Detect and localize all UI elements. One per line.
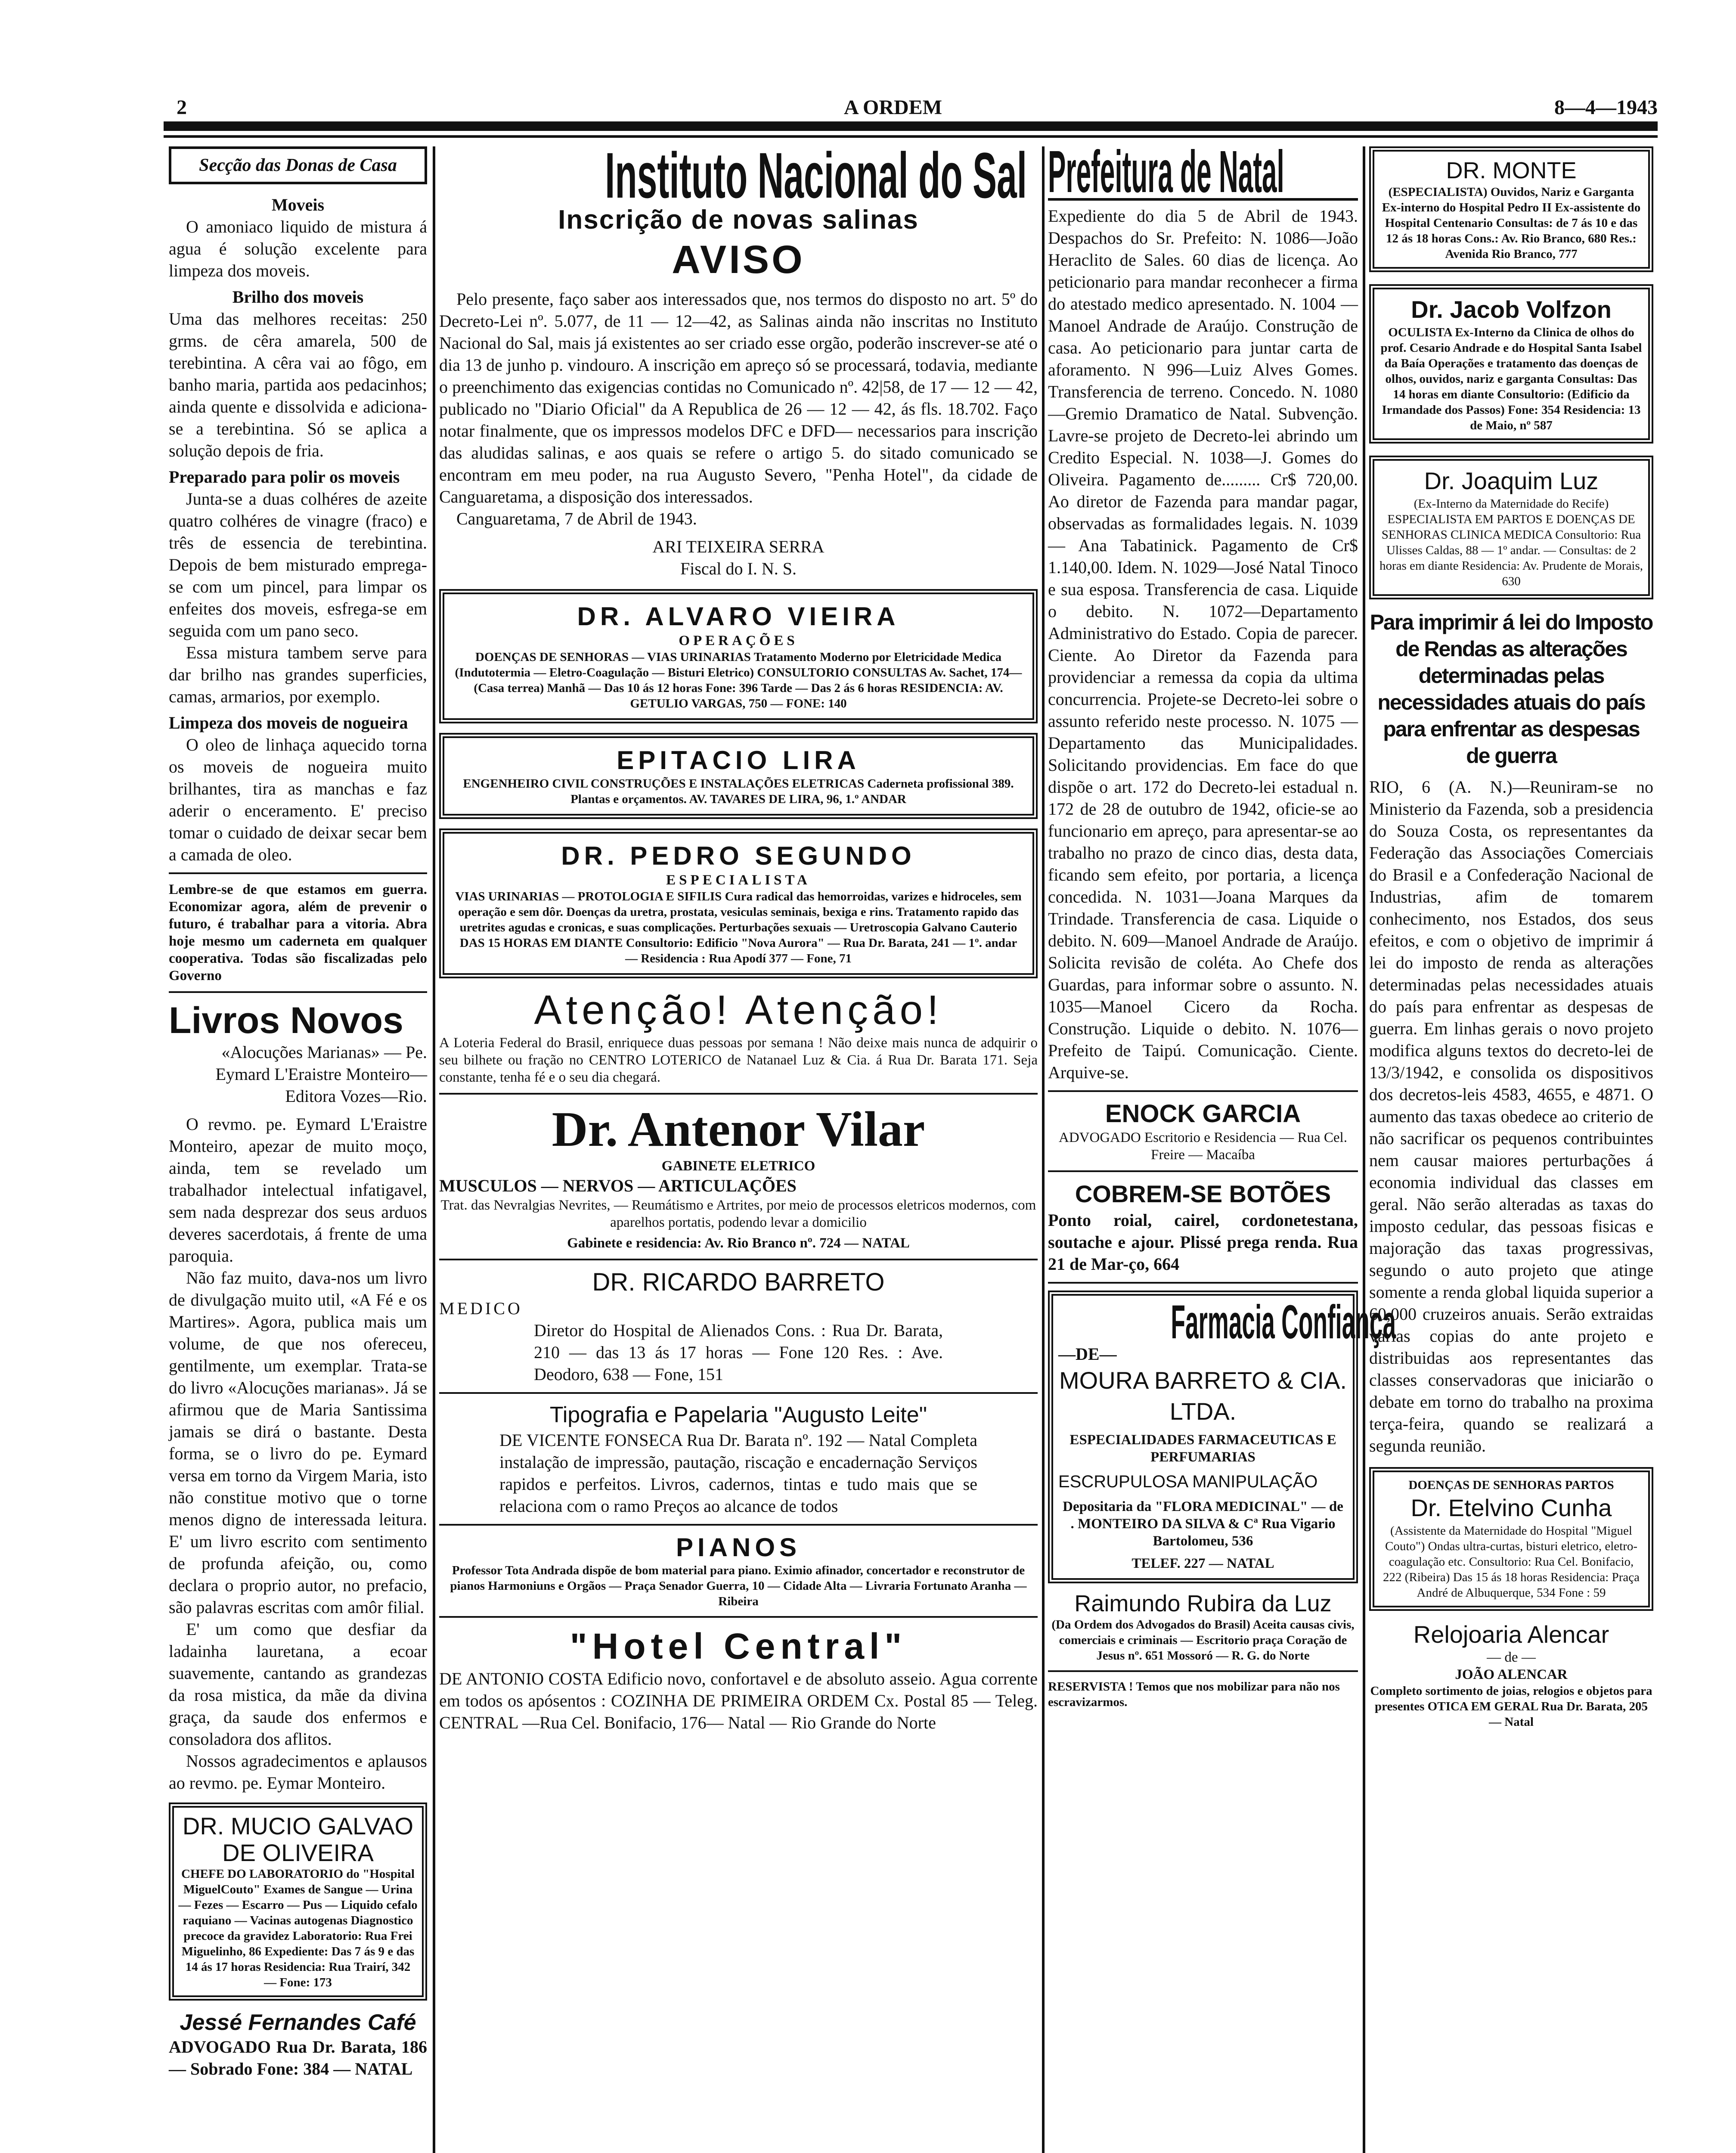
hotel-title: "Hotel Central" [570, 1626, 907, 1666]
cobrem-ad [1048, 1179, 1358, 1275]
relojoaria-body: Completo sortimento de joias, relogios e objetos para presentes OTICA EM GERAL Rua Dr. Barata, 205 — Natal [1370, 1684, 1652, 1729]
column-divider-1 [433, 146, 435, 2153]
farmacia-name: MOURA BARRETO & CIA. LTDA. [1059, 1367, 1347, 1425]
column-divider-2 [1042, 146, 1045, 2153]
etelvino-top: DOENÇAS DE SENHORAS PARTOS [1408, 1478, 1614, 1492]
alvaro-name: DR. ALVARO VIEIRA [577, 602, 900, 631]
etelvino-body: (Assistente da Maternidade do Hospital "Miguel Couto") Ondas ultra-curtas, bisturi eletrico, eletro-coagulação etc. Consultorio: Rua Cel. Bonifacio, 222 (Ribeira) Das 15 ás 18 horas Residencia: Praça André de Albuquerque, 534 Fone : 59 [1383, 1524, 1640, 1600]
column-4 [1369, 146, 1653, 1730]
livros-paragraph-4: Nossos agradecimentos e aplausos ao revmo. pe. Eymar Monteiro. [169, 1751, 427, 1793]
pianos-ad [439, 1533, 1038, 1609]
relojoaria-name: Relojoaria Alencar [1413, 1621, 1609, 1648]
joaquim-name: Dr. Joaquim Luz [1424, 467, 1599, 494]
atencao-text: A Loteria Federal do Brasil, enriquece duas pessoas por semana ! Não deixe mais nunca de adquirir o seu bilhete ou fração no CENTRO LOTERICO de Natanael Luz & Cia. á Rua Dr. Barata 171. Seja constante, tenha fé e o seu dia chegará. [439, 1035, 1038, 1085]
jacob-name: Dr. Jacob Volfzon [1411, 296, 1612, 323]
alvaro-subtitle: OPERAÇÕES [679, 633, 798, 648]
ricardo-subtitle: MEDICO [439, 1299, 523, 1318]
nogueira-text: O oleo de linhaça aquecido torna os moveis de nogueira muito brilhantes, tira as manchas e faz aderir o enceramento. E' preciso tomar o cuidado de deixar secar bem a camada de oleo. [169, 735, 427, 864]
section-title-box [169, 146, 427, 184]
antenor-address: Gabinete e residencia: Av. Rio Branco nº. 724 — NATAL [567, 1235, 910, 1251]
aviso-signature-title: Fiscal do I. N. S. [680, 559, 797, 578]
ricardo-body: Diretor do Hospital de Alienados Cons. : Rua Dr. Barata, 210 — das 13 ás 17 horas — Fone 120 Res. : Ave. Deodoro, 638 — Fone, 151 [534, 1321, 943, 1384]
column-3 [1048, 139, 1396, 1710]
enock-ad [1048, 1099, 1358, 1163]
page-header [164, 96, 1658, 117]
mucio-body: CHEFE DO LABORATORIO do "Hospital MiguelCouto" Exames de Sangue — Urina — Fezes — Escarro — Pus — Liquido cefalo raquiano — Vacinas autogenas Diagnostico precoce da gravidez Laboratorio: Rua Frei Miguelinho, 86 Expediente: Das 7 ás 9 e das 14 ás 17 horas Residencia: Rua Trairí, 342 — Fone: 173 [178, 1867, 418, 1989]
jesse-body: ADVOGADO Rua Dr. Barata, 186 — Sobrado Fone: 384 — NATAL [169, 2037, 427, 2079]
farmacia-specialties: ESPECIALIDADES FARMACEUTICAS E PERFUMARIAS [1070, 1432, 1336, 1465]
joaquim-body: (Ex-Interno da Maternidade do Recife) ESPECIALISTA EM PARTOS E DOENÇAS DE SENHORAS CLINICA MEDICA Consultorio: Rua Ulisses Caldas, 88 — 1º andar. — Consultas: de 2 horas em diante Residencia: Av. Prudente de Morais, 630 [1379, 497, 1643, 588]
enock-name: ENOCK GARCIA [1105, 1100, 1301, 1128]
column-1 [169, 146, 427, 2080]
relojoaria-ad [1369, 1620, 1653, 1730]
tipografia-body: DE VICENTE FONSECA Rua Dr. Barata nº. 192 — Natal Completa instalação de impressão, pautação, riscação e encadernação Serviços rapidos e perfeitos. Livros, cadernos, tintas e tudo mais que se relaciona com o ramo Preços ao alcance de todos [499, 1430, 977, 1516]
relojoaria-owner: JOÃO ALENCAR [1455, 1667, 1568, 1682]
antenor-name: Dr. Antenor Vilar [552, 1102, 925, 1157]
imposto-text: RIO, 6 (A. N.)—Reuniram-se no Ministerio da Fazenda, sob a presidencia do Souza Costa, os representantes da Federação das Associações Comerciais do Brasil e a Confederação Nacional de Industrias, afim de tomarem conhecimento, nos Estados, dos seus efeitos, e com o objetivo de imprimir á lei do imposto de renda as alterações determinadas pelas necessidades atuais do país para enfrentar as despesas de guerra. Em linhas gerais o novo projeto modifica alguns textos do decreto-lei de 13/3/1942, e consolida os dispositivos dos decretos-leis 4583, 4655, e 4871. O aumento das taxas obedece ao criterio de não sacrificar os pequenos contribuintes nem causar maiores perturbações á economia individual das classes em geral. Não serão alteradas as taxas do imposto cedular, das pessoas fisicas e majoração das taxas progressivas, segundo o auto projeto que atinge somente a renda global liquida superior a 60,000 cruzeiros anuais. Serão extraidas varias copias do ante projeto e distribuidas aos representantes das classes conservadoras que iniciarão o debate em torno do trabalho na proxima terça-feira, quando se realizará a segunda reunião. [1369, 777, 1653, 1455]
header-rule [164, 121, 1658, 131]
jacob-body: OCULISTA Ex-Interno da Clinica de olhos do prof. Cesario Andrade e do Hospital Santa Isabel da Baía Operações e tratamento das doenças de olhos, ouvidos, nariz e garganta Consultas: Das 14 horas em diante Consultorio: (Edificio da Irmandade dos Passos) Fone: 354 Residencia: 13 de Maio, nº 587 [1380, 326, 1642, 432]
aviso-date: Canguaretama, 7 de Abril de 1943. [456, 509, 697, 528]
prefeitura-text: Expediente do dia 5 de Abril de 1943. Despachos do Sr. Prefeito: N. 1086—João Heraclito de Sales. 60 dias de licença. Ao peticionario para mandar reconhecer a firma do atestado medico apresentado. N. 1004 — Manoel Andrade de Araújo. Construção de casa. Ao peticionario para juntar carta de aforamento. N 996—Luiz Alves Gomes. Transferencia de terreno. Concedo. N. 1080—Gremio Dramatico de Natal. Subvenção. Lavre-se projeto de Decreto-lei abrindo um Credito Especial. N. 1038—J. Gomes do Oliveira. Pagamento de......... Cr$ 720,00. Ao diretor de Fazenda para mandar pagar, observadas as formalidades legais. N. 1039 — Ana Tabatinick. Pagamento de Cr$ 1.140,00. Idem. N. 1029—José Natal Tinoco e sua esposa. Transferencia de casa. Liquide o debito. N. 1072—Departamento Administrativo do Estado. Copia de parecer. Ciente. Ao Diretor da Fazenda para providenciar a remessa da copia da ultima concurrencia. Projete-se Decreto-lei sobre o assunto referido neste processo. N. 1075 — Departamento das Municipalidades. Solicitando providencias. Em face do que dispõe o art. 172 do Decreto-lei estadual n. 172 de 28 de outubro de 1942, oficie-se ao funcionario em apreço, para apresentar-se ao trabalho no prazo de cinco dias, desta data, ficando sem efeito, por portaria, a licença concedida. N. 1031—Joana Marques da Trindade. Transferencia de casa. Liquide o debito. N. 609—Manoel Andrade de Araújo. Solicita revisão de coléta. Ao Chefe dos Guardas, para informar sobre o assunto. N. 1035—Manoel Cicero da Rocha. Construção. Liquide o debito. N. 1076—Prefeito de Taipú. Comunicação. Ciente. Arquive-se. [1048, 206, 1358, 1082]
prefeitura-title-wrap [1048, 139, 1358, 205]
livros-paragraph-1: O revmo. pe. Eymard L'Eraistre Monteiro, apezar de muito moço, ainda, tem se revelado um trabalhador intelectual infatigavel, sem nada desprezar dos seus arduos deveres sacerdotais, á frente de uma paroquia. [169, 1114, 427, 1266]
livros-subtitle: «Alocuções Marianas» — Pe. Eymard L'Eraistre Monteiro—Editora Vozes—Rio. [215, 1042, 427, 1106]
farmacia-depositaria: Depositaria da "FLORA MEDICINAL" — de [1063, 1499, 1343, 1514]
livros-paragraph-3: E' um como que desfiar da ladainha lauretana, a ecoar suavemente, cantando as grandezas da rosa mistica, da mãe da divina graça, da saude dos enfermos e consoladora dos aflitos. [169, 1619, 427, 1749]
pedro-body: VIAS URINARIAS — PROTOLOGIA E SIFILIS Cura radical das hemorroidas, varizes e hidroceles, sem operação e sem dôr. Doenças da uretra, prostata, vesiculas seminais, bexiga e rins. Tratamento rapido das uretrites agudas e cronicas, e suas complicações. Perturbações sexuais — Uretroscopia Galvano Cauterio DAS 15 HORAS EM DIANTE Consultorio: Edificio "Nova Aurora" — Rua Dr. Barata, 241 — 1º. andar — Residencia : Rua Apodí 377 — Fone, 71 [455, 890, 1022, 965]
pedro-subtitle: ESPECIALISTA [666, 872, 811, 888]
epitacio-name: EPITACIO LIRA [617, 746, 860, 775]
pedro-name: DR. PEDRO SEGUNDO [561, 841, 916, 870]
cobrem-title: COBREM-SE BOTÕES [1075, 1180, 1331, 1207]
etelvino-ad [1369, 1467, 1653, 1611]
hotel-ad [439, 1625, 1038, 1734]
war-note: Lembre-se de que estamos em guerra. Economizar agora, além de prevenir o futuro, é trabalhar para a vitoria. Abra hoje mesmo um caderneta em qualquer cooperativa. Todas são fiscalizadas pelo Governo [169, 882, 427, 983]
imposto-title: Para imprimir á lei do Imposto de Rendas as alterações determinadas pelas necessidades atuais do país para enfrentar as despesas de guerra [1370, 610, 1653, 768]
column-divider-3 [1363, 146, 1365, 2153]
epitacio-body: ENGENHEIRO CIVIL CONSTRUÇÕES E INSTALAÇÕES ELETRICAS Caderneta profissional 389. Plantas e orçamentos. AV. TAVARES DE LIRA, 96, 1.º ANDAR [463, 777, 1014, 806]
alvaro-body: DOENÇAS DE SENHORAS — VIAS URINARIAS Tratamento Moderno por Eletricidade Medica (Indutotermia — Eletro-Coagulação — Bisturi Eletrico) CONSULTORIO CONSULTAS Av. Sachet, 174—(Casa terrea) Manhã — Das 10 ás 12 horas Fone: 396 Tarde — Das 2 ás 6 horas RESIDENCIA: AV. GETULIO VARGAS, 750 — FONE: 140 [455, 650, 1022, 710]
mucio-ad [169, 1802, 427, 2001]
sal-subtitle: Inscrição de novas salinas [558, 205, 919, 235]
pianos-body: Professor Tota Andrada dispõe de bom material para piano. Eximio afinador, concertador e reconstrutor de pianos Harmoniuns e Orgãos — Praça Senador Guerra, 10 — Cidade Alta — Livraria Fortunato Aranha — Ribeira [450, 1564, 1027, 1608]
page-number: 2 [177, 96, 187, 119]
sal-title-wrap [439, 139, 1038, 211]
brilho-text: Uma das melhores receitas: 250 grms. de cêra amarela, 500 de terebintina. A cêra vai ao fôgo, em banho maria, partida aos pedacinhos; ainda quente e dissolvida e adiciona-se a terebintina. Só se aplica a solução depois de fria. [169, 309, 427, 460]
jesse-ad [169, 2009, 427, 2080]
alvaro-ad [439, 589, 1038, 723]
preparado-heading: Preparado para polir os moveis [169, 467, 400, 487]
prefeitura-title: Prefeitura de Natal [1048, 139, 1284, 205]
raimundo-ad [1048, 1590, 1358, 1663]
antenor-line: MUSCULOS — NERVOS — ARTICULAÇÕES [439, 1176, 797, 1195]
farmacia-title-wrap [1058, 1296, 1396, 1349]
farmacia-manipulation: ESCRUPULOSA MANIPULAÇÃO [1058, 1472, 1318, 1491]
enock-body: ADVOGADO Escritorio e Residencia — Rua Cel. Freire — Macaíba [1059, 1130, 1347, 1163]
column-2 [439, 139, 1038, 1734]
ricardo-ad [439, 1267, 1038, 1385]
raimundo-body: (Da Ordem dos Advogados do Brasil) Aceita causas civis, comerciais e criminais — Escritorio praça Coração de Jesus nº. 651 Mossoró — R. G. do Norte [1051, 1618, 1355, 1663]
livros-title: Livros Novos [169, 1000, 403, 1041]
aviso-signature-name: ARI TEIXEIRA SERRA [652, 537, 825, 556]
antenor-subtitle: GABINETE ELETRICO [661, 1158, 815, 1174]
relojoaria-de: — de — [1487, 1650, 1536, 1665]
monte-body: (ESPECIALISTA) Ouvidos, Nariz e Garganta Ex-interno do Hospital Pedro II Ex-assistente do Hospital Centenario Consultas: de 7 ás 10 e das 12 ás 18 horas Cons.: Av. Rio Branco, 680 Res.: Avenida Rio Branco, 777 [1382, 185, 1641, 261]
moveis-heading: Moveis [271, 195, 325, 214]
tipografia-ad [439, 1401, 1038, 1517]
preparado-text-1: Junta-se a duas colhéres de azeite quatro colhéres de vinagre (fraco) e três de essencia de terebintina. Depois de bem misturado emprega-se com um pincel, para limpar os enfeites dos moveis, esfrega-se em seguida com um pano seco. [169, 489, 427, 640]
monte-ad [1369, 146, 1653, 272]
aviso-text: Pelo presente, faço saber aos interessados que, nos termos do disposto no art. 5º do Decreto-Lei nº. 5.077, de 11 — 12—42, as Salinas ainda não inscritas no Instituto Nacional do Sal, mais já existentes ao ser criado esse orgão, poderão inscrever-se até o dia 13 de junho p. vindouro. A inscrição em apreço só se processará, todavia, mediante o preenchimento das exigencias contidas no Comunicado nº. 42|58, de 17 — 12 — 42, publicado no "Diario Oficial" da A Republica de 26 — 12 — 42, ás fls. 18.702. Faço notar finalmente, que os impressos modelos DFC e DFD— necessarios para inscrição das aludidas salinas, e aos quais se refere o artigo 5. do sitado comunicado se encontram em meu poder, na rua Augusto Severo, "Penha Hotel", da cidade de Canguaretama, a disposição dos interessados. [439, 289, 1038, 506]
brilho-heading: Brilho dos moveis [232, 287, 364, 307]
antenor-ad [439, 1101, 1038, 1252]
tipografia-title: Tipografia e Papelaria "Augusto Leite" [549, 1402, 927, 1427]
aviso-heading: AVISO [672, 238, 805, 282]
pedro-ad [439, 828, 1038, 978]
reservista-note: RESERVISTA ! Temos que nos mobilizar para não nos escravizarmos. [1048, 1680, 1340, 1709]
farmacia-de: —DE— [1058, 1344, 1117, 1364]
farmacia-ad [1048, 1291, 1396, 1583]
joaquim-ad [1369, 456, 1653, 599]
monte-name: DR. MONTE [1446, 158, 1577, 183]
antenor-body: Trat. das Nevralgias Nevrites, — Reumátismo e Artrites, por meio de processos eletricos modernos, com aparelhos portatis, podendo levar a domicilio [440, 1197, 1036, 1230]
sal-title: Instituto Nacional do Sal [605, 139, 1027, 211]
etelvino-name: Dr. Etelvino Cunha [1410, 1494, 1612, 1521]
preparado-text-2: Essa mistura tambem serve para dar brilho nas grandes superficies, camas, armarios, por exemplo. [169, 643, 427, 706]
issue-date: 8—4—1943 [1554, 96, 1658, 119]
moveis-text: O amoniaco liquido de mistura á agua é solução excelente para limpeza dos moveis. [169, 217, 427, 280]
section-title: Secção das Donas de Casa [199, 155, 397, 175]
ricardo-name: DR. RICARDO BARRETO [592, 1268, 885, 1296]
mucio-name: DR. MUCIO GALVAO DE OLIVEIRA [182, 1812, 414, 1866]
atencao-heading: Atenção! Atenção! [534, 987, 943, 1033]
cobrem-body: Ponto roial, cairel, cordonetestana, soutache e ajour. Plissé prega renda. Rua 21 de Mar-ço, 664 [1048, 1210, 1358, 1274]
livros-paragraph-2: Não faz muito, dava-nos um livro de divulgação muito util, «A Fé e os Martires». Agora, publica mais um volume, de que nos ofereceu, gentilmente, um exemplar. Trata-se do livro «Alocuções marianas». Já se afirmou que de Maria Santissima jamais se dirá o bastante. Desta forma, se o livro do pe. Eymard versa em torno da Virgem Maria, isto não constitue motivo que o torne menos digno de interessada leitura. E' um livro escrito com sentimento de profunda afeição, ou, como declara o proprio autor, no prefacio, são palavras escritas com amôr filial. [169, 1268, 427, 1617]
jesse-name: Jessé Fernandes Café [180, 2010, 416, 2035]
nogueira-heading: Limpeza dos moveis de nogueira [169, 713, 408, 732]
newspaper-name: A ORDEM [844, 96, 942, 119]
hotel-body: DE ANTONIO COSTA Edificio novo, confortavel e de absoluto asseio. Agua corrente em todos os apósentos : COZINHA DE PRIMEIRA ORDEM Cx. Postal 85 — Teleg. CENTRAL —Rua Cel. Bonifacio, 176— Natal — Rio Grande do Norte [439, 1669, 1038, 1732]
jacob-ad [1369, 284, 1653, 444]
farmacia-telephone: TELEF. 227 — NATAL [1132, 1556, 1274, 1571]
farmacia-address: . MONTEIRO DA SILVA & Cª Rua Vigario Bartolomeu, 536 [1070, 1516, 1336, 1549]
raimundo-name: Raimundo Rubira da Luz [1074, 1591, 1332, 1616]
pianos-title: PIANOS [676, 1533, 801, 1562]
farmacia-title: Farmacia Confiança [1171, 1296, 1396, 1349]
epitacio-ad [439, 733, 1038, 819]
header-rule-thin [164, 135, 1658, 138]
